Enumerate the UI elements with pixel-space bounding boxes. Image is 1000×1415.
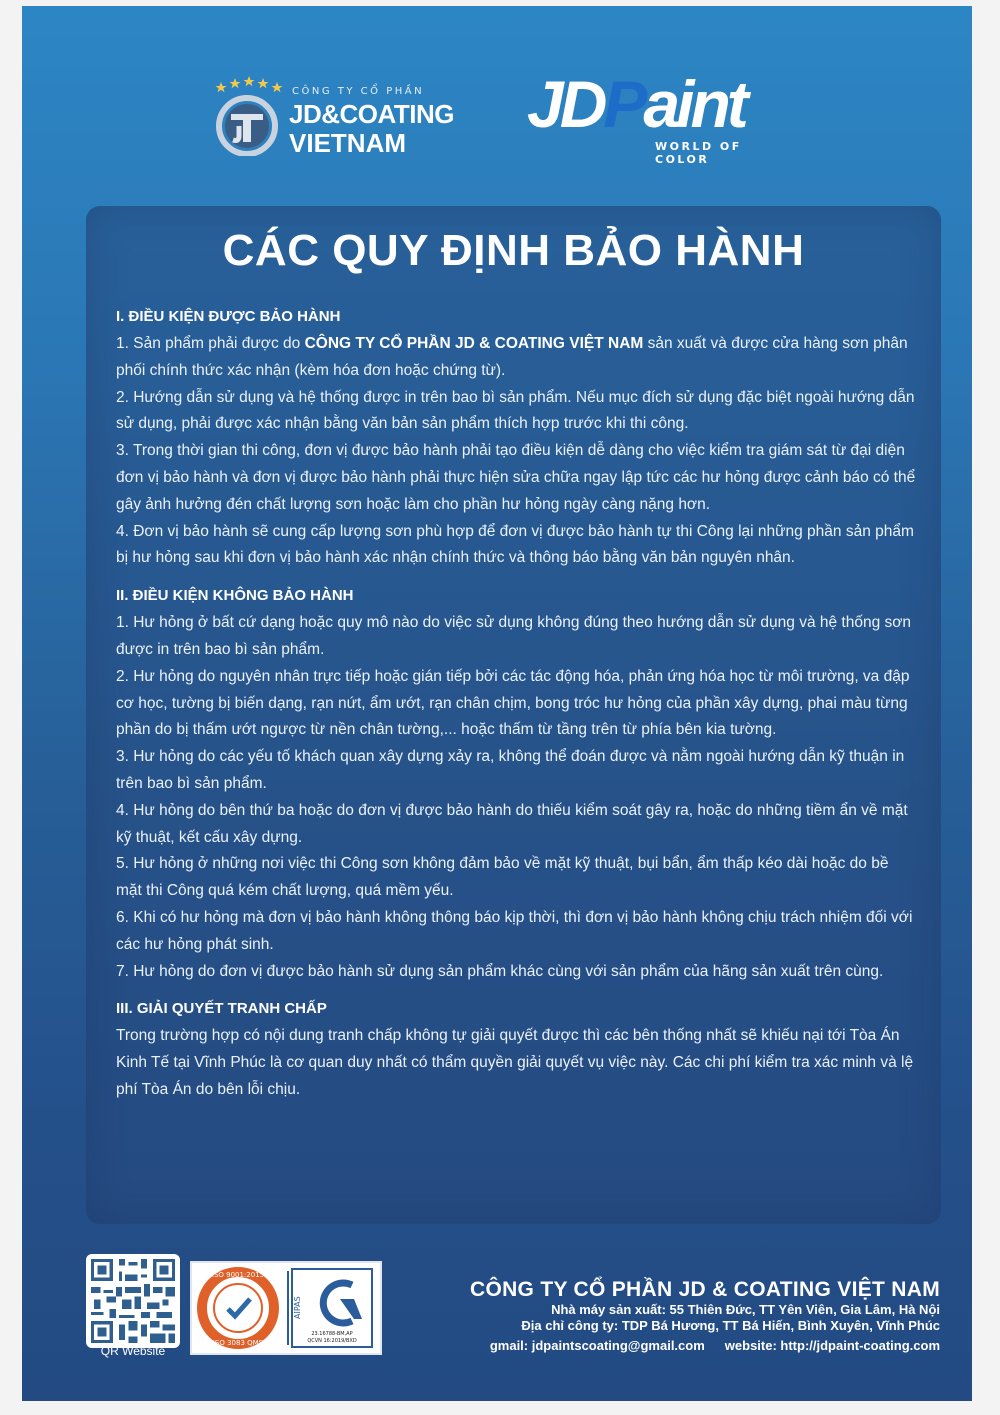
section-2-item-6: 6. Khi có hư hỏng mà đơn vị bảo hành không thông báo kịp thời, thì đơn vị bảo hành không chịu trách nhiệm đối với các hư hỏng phát sinh. [116,908,913,953]
footer-gmail-link[interactable]: gmail: jdpaintscoating@gmail.com [489,1338,705,1353]
svg-text:ISO 3083 QMS: ISO 3083 QMS [212,1339,264,1347]
footer-company-info [422,1278,940,1353]
footer-factory-address: Nhà máy sản xuất: 55 Thiên Đức, TT Yên Viên, Gia Lâm, Hà Nội [551,1302,940,1317]
company-name-bold: CÔNG TY CỔ PHẦN JD & COATING VIỆT NAM [304,335,644,352]
brand-tagline: WORLD OF COLOR [655,140,742,166]
section-1-item-4: 4. Đơn vị bảo hành sẽ cung cấp lượng sơn phù hợp để đơn vị được bảo hành tự thi Công lại những phần sản phẩm bị hư hỏng sau khi đơn vị bảo hành xác nhận chính thức và thông báo bằng văn bản nguyên nhân. [116,522,914,567]
section-2-item-1: 1. Hư hỏng ở bất cứ dạng hoặc quy mô nào do việc sử dụng không đúng theo hướng dẫn sử dụng và hệ thống sơn được in trên bao bì sản phẩm. [116,614,912,658]
warranty-content [116,303,916,1104]
section-2-item-2: 2. Hư hỏng do nguyên nhân trực tiếp hoặc gián tiếp bởi các tác động hóa, phản ứng hóa học từ môi trường, va đập cơ học, tường bị biến dạng, rạn nứt, ẩm ướt, rạn chân chịm, bong tróc hư hỏng của phần xây dựng, phai màu từng phần do bị thấm ướt ngược từ nền chân tường,... hoặc thấm từ tầng trên từ phía bên kia tường. [116,667,910,739]
section-1-item-2: 2. Hướng dẫn sử dụng và hệ thống được in trên bao bì sản phẩm. Nếu mục đích sử dụng đặc biệt ngoài hướng dẫn sử dụng, phải được xác nhận bằng văn bản sản phẩm thích hợp trước khi thi công. [116,388,915,433]
jdpaint-wordmark [527,68,745,140]
footer-company-name: CÔNG TY CỔ PHẦN JD & COATING VIỆT NAM [469,1278,940,1301]
section-3-heading: III. GIẢI QUYẾT TRANH CHẤP [116,1000,327,1018]
section-1-item-3: 3. Trong thời gian thi công, đơn vị được bảo hành phải tạo điều kiện dễ dàng cho việc kiểm tra giám sát từ đại diện đơn vị bảo hành và đơn vị được bảo hành phải thực hiện sửa chữa ngay lập tức các hư hỏng được cảnh báo có thể gây ảnh hưởng đén chất lượng sơn hoặc làm cho phần hư hỏng ngày càng nặng hơn. [116,442,916,513]
certification-badges [190,1261,382,1355]
iso-certification-icon [192,1263,380,1353]
company-name-line1: JD&COATING [289,99,454,129]
svg-text:AIPAS: AIPAS [293,1296,302,1319]
qr-code-icon [88,1256,178,1346]
section-2-item-5: 5. Hư hỏng ở những nơi việc thi Công sơn không đảm bảo về mặt kỹ thuật, bụi bẩn, ẩm thấp kéo dài hoặc do bề mặt thi Công quá kém chất lượng, quá mềm yếu. [116,855,889,900]
section-1-heading: I. ĐIỀU KIỆN ĐƯỢC BẢO HÀNH [116,308,341,325]
jd-emblem-icon [207,76,287,156]
warranty-page [22,6,972,1401]
qr-code[interactable] [86,1254,180,1348]
jd-coating-logo [207,66,487,166]
page-title: CÁC QUY ĐỊNH BẢO HÀNH [222,226,805,275]
section-2-item-4: 4. Hư hỏng do bên thứ ba hoặc do đơn vị được bảo hành do thiếu kiểm soát gây ra, hoặc do những tiềm ẩn về mặt kỹ thuật, kết cấu xây dựng. [116,801,908,846]
item-text: 1. Sản phẩm phải được do [116,335,305,352]
jdpaint-logo [527,67,792,166]
brand-letter-j: J [527,67,560,141]
svg-text:QCVN 16:2019/BXD: QCVN 16:2019/BXD [307,1338,357,1344]
section-3-item-1: Trong trường hợp có nội dung tranh chấp không tự giải quyết được thì các bên thống nhất sẽ khiếu nại tới Tòa Án Kinh Tế tại Vĩnh Phúc là cơ quan duy nhất có thẩm quyền giải quyết vụ việc này. Các chi phí kiểm tra xác minh và lệ phí Tòa Án do bên lỗi chịu. [116,1027,914,1098]
section-1-item-1 [116,331,916,385]
qr-label: QR Website [100,1344,166,1358]
svg-text:23.16788-BM,AP: 23.16788-BM,AP [311,1331,353,1337]
company-name-line2: VIETNAM [289,128,406,158]
section-2-item-7: 7. Hư hỏng do đơn vị được bảo hành sử dụng sản phẩm khác cùng với sản phẩm của hãng sản xuất trên cùng. [116,962,884,980]
brand-letter-d: D [559,67,604,141]
brand-letter-p: P [603,67,644,141]
section-2-heading: II. ĐIỀU KIỆN KHÔNG BẢO HÀNH [116,587,354,605]
footer-contact [422,1338,940,1353]
brand-aint: aint [643,67,745,141]
company-prefix: CÔNG TY CỔ PHẦN [292,86,425,97]
footer-company-address: Địa chỉ công ty: TDP Bá Hương, TT Bá Hiến, Bình Xuyên, Vĩnh Phúc [521,1318,940,1333]
footer-website-link[interactable]: website: http://jdpaint-coating.com [724,1338,940,1353]
section-2-item-3: 3. Hư hỏng do các yếu tố khách quan xây dựng xảy ra, không thể đoán được và nằm ngoài hướng dẫn kỹ thuận in trên bao bì sản phẩm. [116,748,905,792]
item-text: sản xuất và được cửa hàng sơn phân phối chính thức xác nhận (kèm hóa đơn hoặc chứng từ). [116,335,908,379]
svg-text:ISO 9001:2015: ISO 9001:2015 [211,1271,265,1279]
warranty-card [86,206,941,1224]
